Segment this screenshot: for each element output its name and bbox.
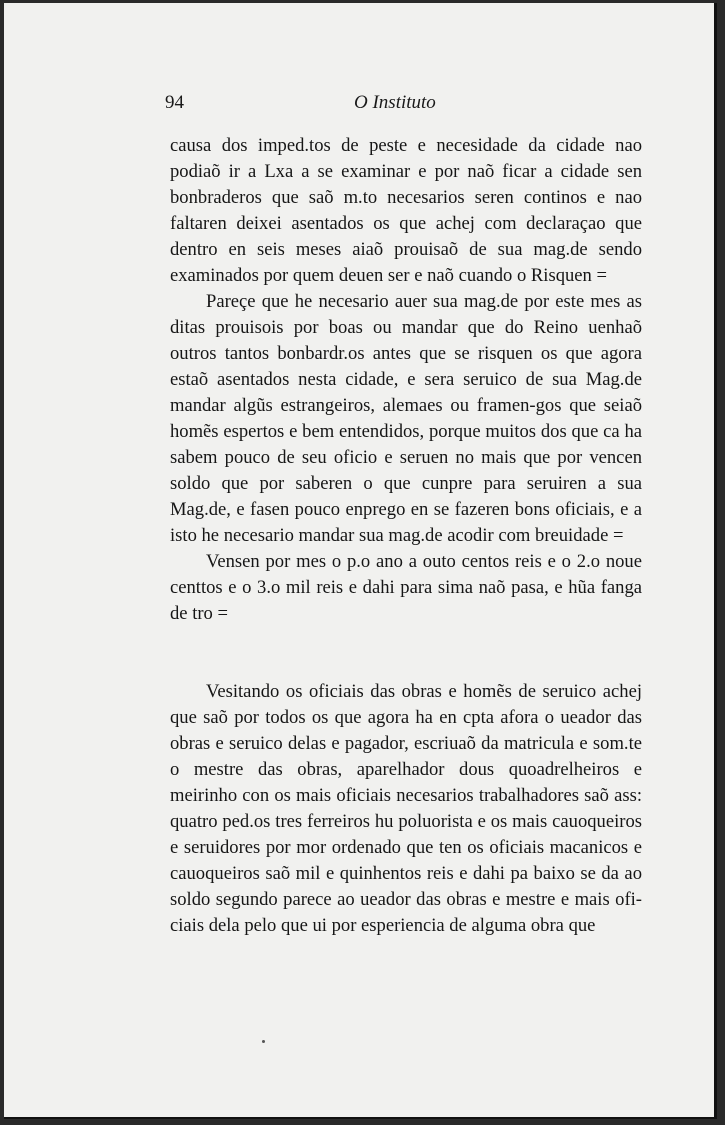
page-number: 94 <box>165 92 184 113</box>
body-text <box>170 133 642 939</box>
paragraph-3: Vensen por mes o p.o ano a outo centos reis e o 2.o noue centtos e o 3.o mil reis e dahi para sima naõ pasa, e hũa fanga de tro = <box>170 551 642 624</box>
paragraph-4: Vesitando os oficiais das obras e homẽs de seruico achej que saõ por todos os que agora ha en cpta afora o ueador das obras e seruico delas e pagador, escriuaõ da matricula e som.te o mestre das obras, aparelhador dous quoadrelheiros e meirinho con os mais oficiais necesarios trabalhadores saõ ass: quatro ped.os tres ferreiros hu poluorista e os mais cauoqueiros e seruidores por mor ordenado que ten os oficiais macanicos e cauoqueiros saõ mil e quinhentos reis e dahi pa baixo se da ao soldo segundo parece ao ueador das obras e mestre e mais ofi-ciais dela pelo que ui por esperiencia de alguma obra que <box>170 681 642 936</box>
paragraph-1: causa dos imped.tos de peste e necesidade da cidade nao podiaõ ir a Lxa a se examinar e por naõ ficar a cidade sen bonbraderos que saõ m.to necesarios seren continos e nao faltaren deixei asentados os que achej com declaraçao que dentro en seis meses aiaõ prouisaõ de sua mag.de sendo examinados por quem deuen ser e naõ cuando o Risquen = <box>170 135 642 286</box>
paragraph-2: Pareçe que he necesario auer sua mag.de por este mes as ditas prouisois por boas ou mandar que do Reino uenhaõ outros tantos bonbardr.os antes que se risquen os que agora estaõ asentados nesta cidade, e sera seruico de sua Mag.de mandar algũs estrangeiros, alemaes ou framen-gos que seiaõ homẽs espertos e bem entendidos, porque muitos dos que ca ha sabem pouco de seu oficio e seruen no mais que por vencen soldo que por saberen o que cunpre para seruiren a sua Mag.de, e fasen pouco enprego en se fazeren bons oficiais, e a isto he necesario mandar sua mag.de acodir com breuidade = <box>170 291 642 546</box>
document-page <box>4 3 717 1119</box>
paper-speck <box>262 1040 265 1043</box>
page-header <box>4 92 714 122</box>
section-gap <box>170 627 642 679</box>
running-title: O Instituto <box>354 92 436 113</box>
